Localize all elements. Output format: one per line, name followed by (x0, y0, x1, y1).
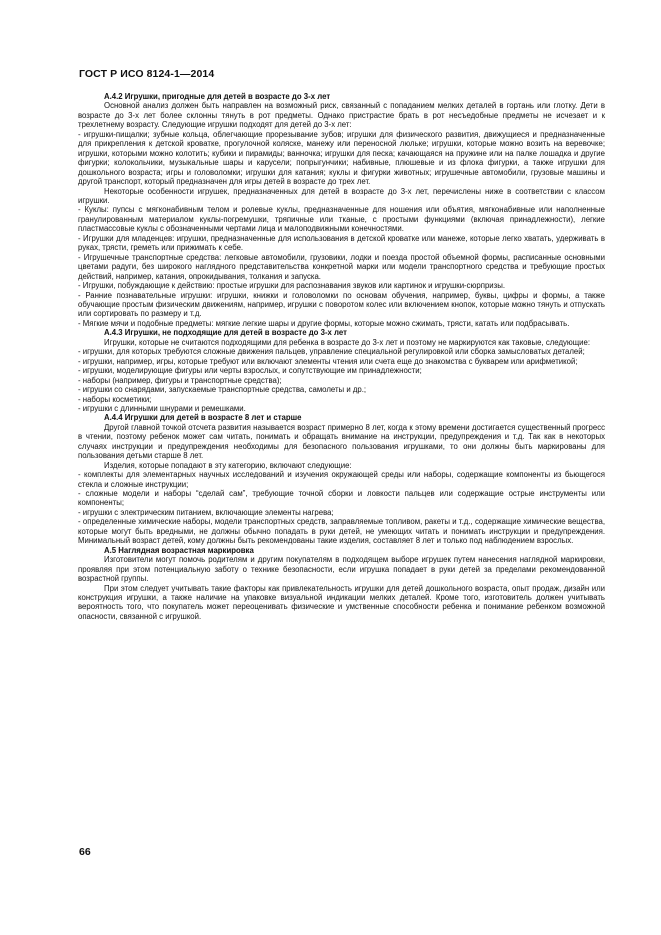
list-item: - Игрушечные транспортные средства: легковые автомобили, грузовики, лодки и поезда простой объемной формы, расписанные основными цветами радуги, без широкого наглядного представительства конкретной марки или модели транспортного средства и требующие простых действий, например, катания, опрокидывания, толкания и запуска. (78, 252, 605, 281)
section-heading: А.4.3 Игрушки, не подходящие для детей в возрасте до 3-х лет (104, 328, 347, 338)
paragraph: При этом следует учитывать такие факторы как привлекательность игрушки для детей дошкольного возраста, опыт продаж, дизайн или конструкция игрушки, а также наличие на упаковке визуальной индикации мелких деталей. Кроме того, изготовитель должен учитывать вероятность того, что покупатель может переоценивать физические и умственные способности ребенка и понимание ребенком возможной опасности, связанной с игрушкой. (78, 583, 605, 621)
paragraph: Игрушки, которые не считаются подходящими для ребенка в возрасте до 3-х лет и поэтому не маркируются как таковые, следующие: (104, 337, 591, 347)
list-item: - игрушки с длинными шнурами и ремешками. (78, 403, 246, 413)
list-item: - Игрушки для младенцев: игрушки, предназначенные для использования в детской кроватке или манеже, которые легко хватать, удерживать в руках, трясти, греметь или прижимать к себе. (78, 233, 605, 253)
page-content (78, 92, 605, 621)
list-item: - комплекты для элементарных научных исследований и изучения окружающей среды или наборы, содержащие компоненты из бьющегося стекла и сложные инструкции; (78, 470, 605, 489)
list-item: - игрушки, для которых требуются сложные движения пальцев, управление специальной регулировкой или сборка замысловатых деталей; (78, 347, 585, 357)
section-heading: А.4.4 Игрушки для детей в возрасте 8 лет и старше (104, 413, 302, 423)
section-heading: А.5 Наглядная возрастная маркировка (104, 545, 254, 555)
paragraph: Некоторые особенности игрушек, предназначенных для детей в возрасте до 3-х лет, перечислены ниже в соответствии с классом игрушки. (78, 186, 605, 205)
list-item: - сложные модели и наборы “сделай сам”, требующие точной сборки и ловкости пальцев или содержащие острые инструменты или компоненты; (78, 489, 605, 508)
paragraph: Изготовители могут помочь родителям и другим покупателям в подходящем выборе игрушек путем нанесения наглядной маркировки, проявляя при этом потенциальную заботу о технике безопасности, если игрушка попадает в руки детей за пределами рекомендованной возрастной группы. (78, 555, 605, 584)
list-item: - Игрушки, побуждающие к действию: простые игрушки для распознавания звуков или картинок и игрушки-сюрпризы. (78, 281, 505, 291)
list-item: - наборы косметики; (78, 394, 152, 404)
paragraph: Изделия, которые попадают в эту категорию, включают следующие: (104, 460, 352, 470)
list-item: - Ранние познавательные игрушки: игрушки, книжки и головоломки по основам обучения, например, буквы, цифры и формы, а также обучающие простым физическим движениям, например, игрушки с поворотом колес или включением кнопок, которые можно тянуть и отпускать или сортировать по размеру и т.д. (78, 290, 605, 319)
list-item: - Мягкие мячи и подобные предметы: мягкие легкие шары и другие формы, которые можно сжимать, трясти, катать или подбрасывать. (78, 318, 570, 328)
list-item: - игрушки со снарядами, запускаемые транспортные средства, самолеты и др.; (78, 385, 367, 395)
list-item: - игрушки с электрическим питанием, включающие элементы нагрева; (78, 507, 334, 517)
list-item: - игрушки, моделирующие фигуры или черты взрослых, и сопутствующие им принадлежности; (78, 366, 422, 376)
list-item: - игрушки-пищалки; зубные кольца, облегчающие прорезывание зубов; игрушки для физического развития, движущиеся и предназначенные для прикрепления к детской кроватке, прогулочной коляске, манежу или переносной люльке; игрушки, которые можно возить на веревочке; игрушки, которыми можно колотить; кубики и пирамиды; ванночка; игрушки для песка; качающаяся на пружине или на палке лошадка и другие фигурки; колокольчики, музыкальные шары и карусели; попрыгунчики; набивные, плюшевые и из флока фигурки, а также игрушки для дошкольного возраста; игры и головоломки; игрушки для катания; куклы и фигурки животных; игрушечные автомобили, грузовые машины и другой транспорт, который предназначен для игры детей в возрасте до трех лет. (78, 129, 605, 187)
document-header: ГОСТ Р ИСО 8124-1—2014 (79, 68, 215, 80)
paragraph: Основной анализ должен быть направлен на возможный риск, связанный с попаданием мелких деталей в гортань или глотку. Дети в возрасте до 3-х лет более склонны тянуть в рот предметы. Однако пристрастие брать в рот несъедобные предметы не исчезает и к трехлетнему возрасту. Следующие игрушки подходят для детей до 3-х лет: (78, 101, 605, 130)
page-number: 66 (79, 846, 91, 858)
list-item: - Куклы: пупсы с мягконабивным телом и ролевые куклы, предназначенные для ношения или объятия, мягконабивные или наполненные гранулированным материалом куклы-погремушки, тряпичные или тканые, с простыми функциями (включая принадлежности), легкие пластмассовые куклы с обозначенными чертами лица и малоподвижными конечностями. (78, 205, 605, 234)
list-item: - игрушки, например, игры, которые требуют или включают элементы чтения или счета еще до знакомства с букварем или арифметикой; (78, 356, 578, 366)
paragraph: Другой главной точкой отсчета развития называется возраст примерно 8 лет, когда к этому времени достигается существенный прогресс в чтении, поэтому ребенок может сам читать, понимать и обращать внимание на инструкции, предупреждения и т.д. Так как в некоторых случаях инструкции и предупреждения необходимы для безопасного пользования игрушками, то они должны быть маркированы для пользования детьми старше 8 лет. (78, 422, 605, 461)
list-item: - наборы (например, фигуры и транспортные средства); (78, 375, 282, 385)
list-item: - определенные химические наборы, модели транспортных средств, заправляемые топливом, ракеты и т.д., содержащие химические вещества, которые могут быть вредными, не должны обычно попадать в руки детей, не умеющих читать и понимать инструкции и предупреждения. Минимальный возраст детей, кому должны быть рекомендованы такие изделия, составляет 8 лет и только под наблюдением взрослых. (78, 517, 605, 546)
section-heading: А.4.2 Игрушки, пригодные для детей в возрасте до 3-х лет (104, 92, 331, 101)
